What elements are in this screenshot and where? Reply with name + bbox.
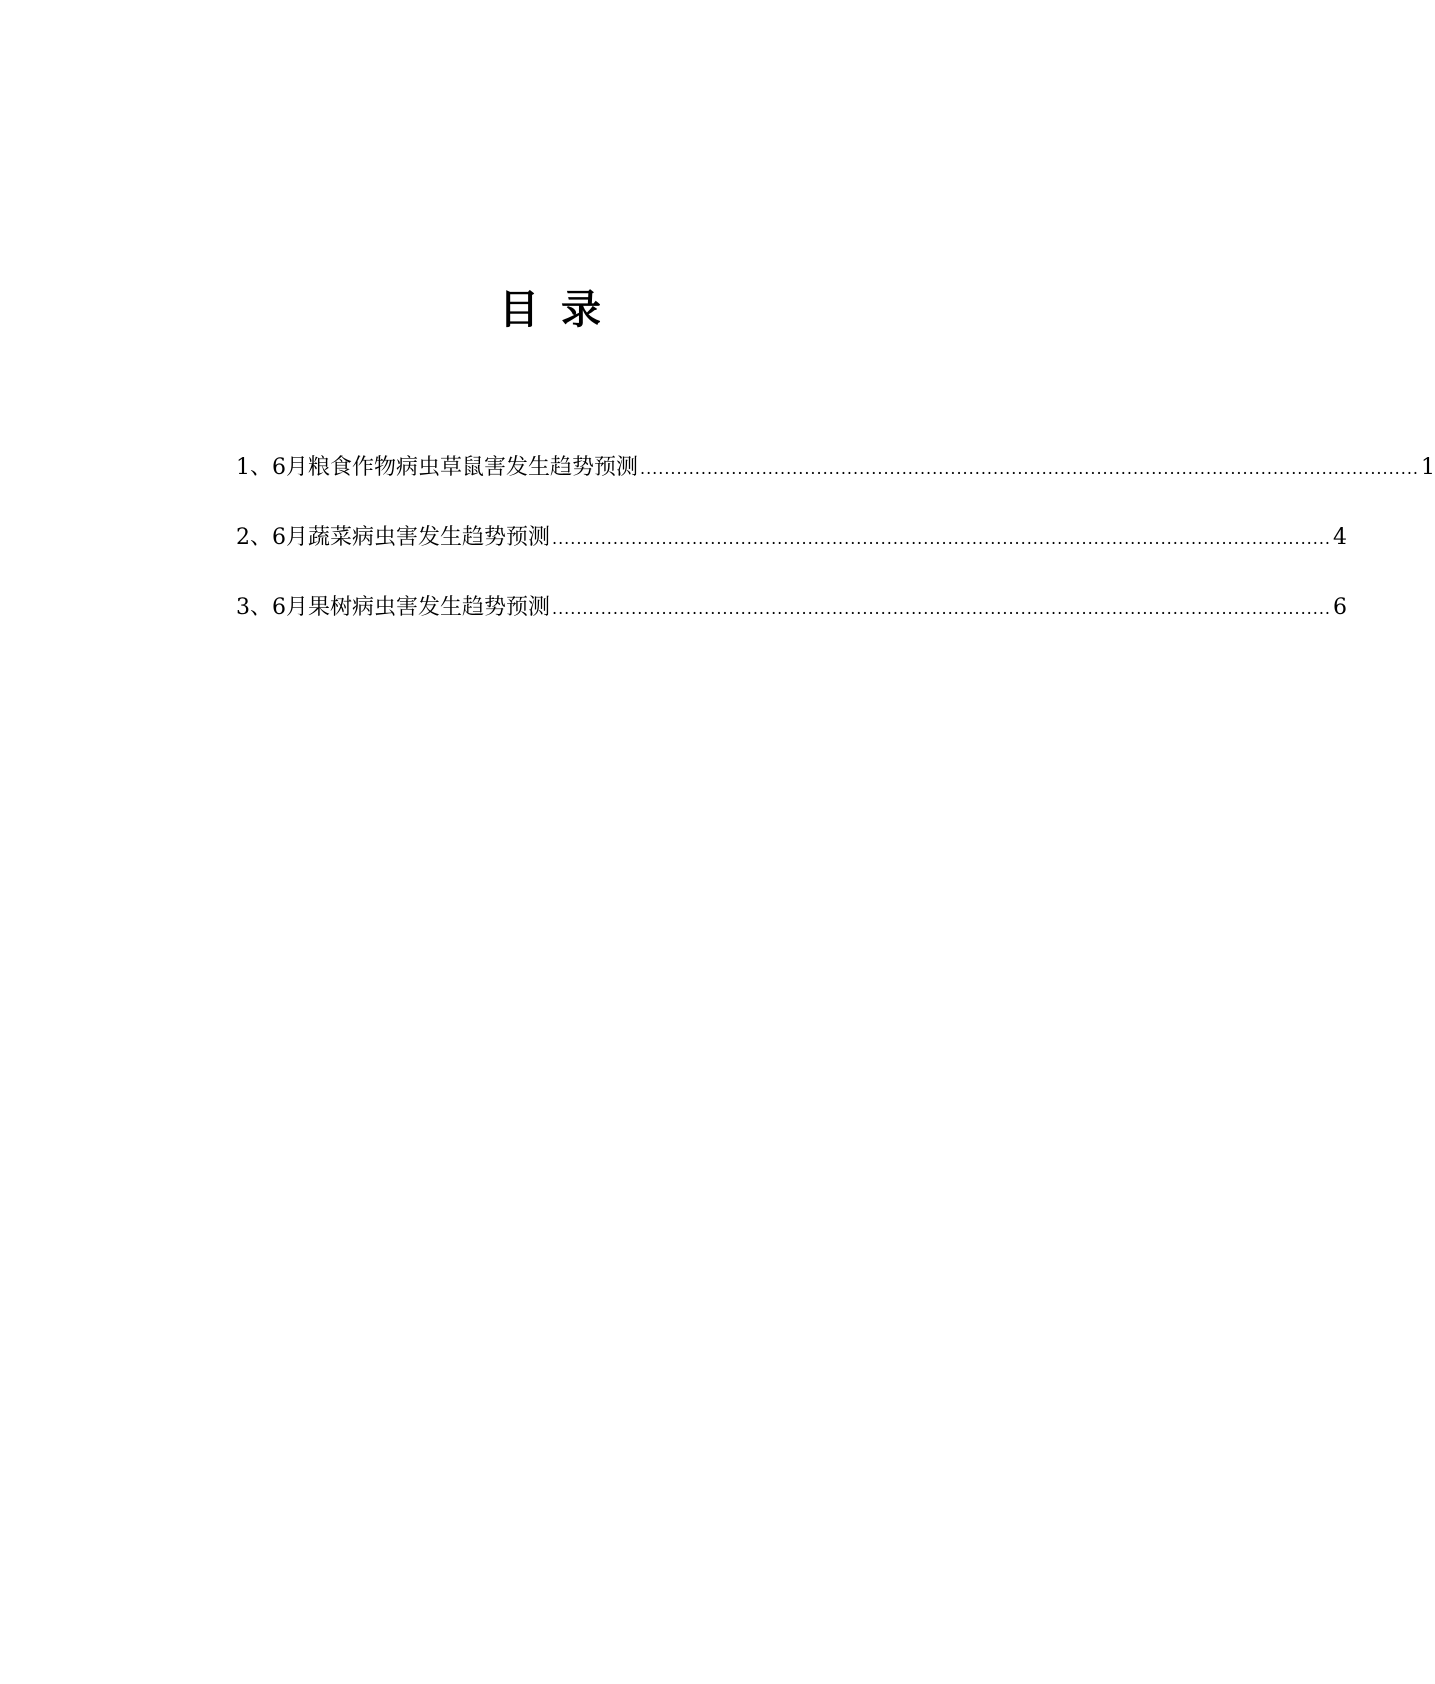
toc-title [0, 286, 1100, 334]
toc-dot-leader: ................................................................................................................................ [552, 599, 1331, 618]
toc-entry-page-number: 4 [1333, 525, 1347, 550]
toc-entry-grain-crops[interactable] [236, 450, 1435, 486]
toc-entry-number: 1、 [236, 455, 272, 480]
toc-list [236, 450, 1435, 660]
toc-entry-page-number: 1 [1421, 455, 1435, 480]
toc-entry-number: 3、 [236, 595, 272, 620]
toc-entry-page-number: 6 [1333, 595, 1347, 620]
toc-title-char: 目 [499, 286, 539, 333]
toc-entry-fruit-trees[interactable] [236, 590, 1347, 626]
toc-title-char: 录 [561, 286, 601, 333]
toc-dot-leader: ................................................................................................................................ [552, 529, 1331, 548]
toc-entry-text: 6月粮食作物病虫草鼠害发生趋势预测 [272, 455, 638, 480]
toc-entry-number: 2、 [236, 525, 272, 550]
toc-entry-vegetables[interactable] [236, 520, 1347, 556]
toc-entry-text: 6月果树病虫害发生趋势预测 [272, 595, 550, 620]
toc-dot-leader: ................................................................................................................................ [640, 459, 1419, 478]
toc-entry-text: 6月蔬菜病虫害发生趋势预测 [272, 525, 550, 550]
